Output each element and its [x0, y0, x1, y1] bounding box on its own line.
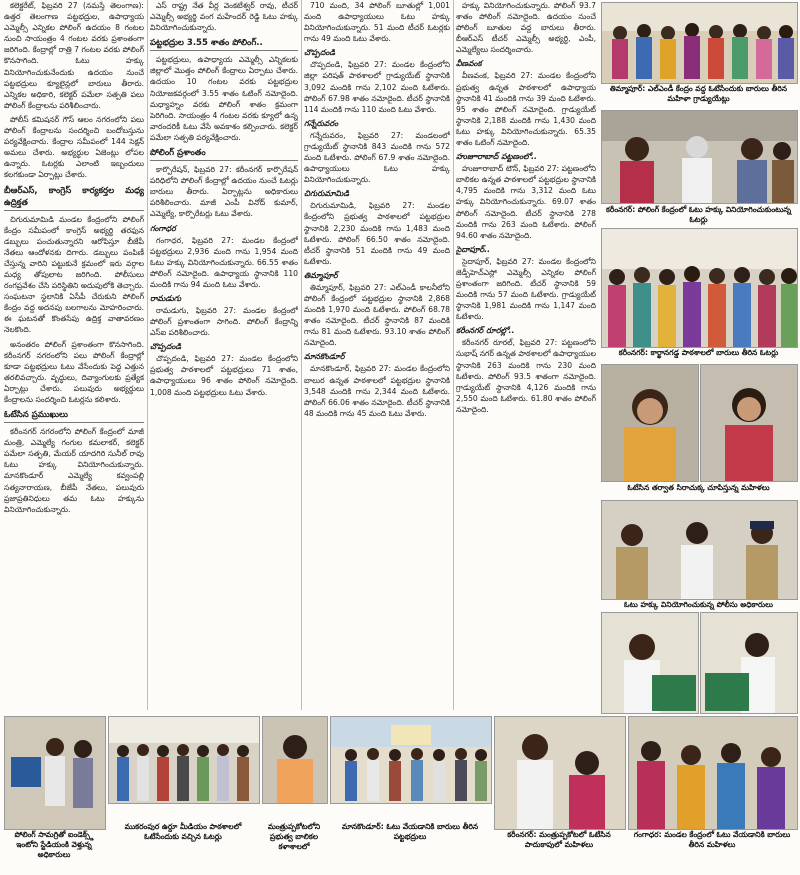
- sub-heading: గంగాధర: [150, 223, 176, 233]
- photo-police-officers-voting: [601, 500, 798, 600]
- article-column-3: [304, 0, 450, 710]
- sub-heading: మానకొండూర్: [304, 352, 345, 362]
- section-heading: పోలింగ్ ప్రశాంతం: [150, 147, 298, 161]
- article-paragraph: వీణవంక, ఫిబ్రవరి 27: మండల కేంద్రంలోని ప్రభుత్వ ఉన్నత పాఠశాలలో ఉపాధ్యాయ స్థానానికి 41 మందికి గాను 39 మంది ఓటేశారు. 95 శాతం పోలింగ్ నమోదైంది. గ్రాడ్యుయేట్ స్థానానికి 2,188 మందికి గాను 1,430 మంది ఓటు హక్కు వినియోగించుకున్నారు. 65.35 శాతం ఓటింగ్ నమోదైంది.: [456, 71, 596, 148]
- section-heading: పట్టభద్రుల 3.55 శాతం పోలింగ్..: [150, 37, 298, 51]
- photo-caption: తిమ్మాపూర్: ఎల్ఎండీ కేంద్రం వద్ద ఓటేసేందుకు బారులు తీరిన మహిళా గ్రాడ్యుయేట్లు: [609, 84, 788, 103]
- article-paragraph: కరీంనగర్ రూరల్, ఫిబ్రవరి 27: పట్టణంలోని సుభాష్ నగర్ ఉన్నత పాఠశాలలో ఉపాధ్యాయుల స్థానానికి 263 మందికి గాను 230 మంది ఓటేశారు. పోలింగ్ 93.5 శాతంగా నమోదైంది. గ్రాడ్యుయేట్ స్థానానికి 4,126 మందికి గాను 2,550 మంది ఓటేశారు. 61.80 శాతం పోలింగ్ నమోదైంది.: [456, 338, 596, 414]
- column-divider: [301, 0, 302, 710]
- article-paragraph: పోలీస్ కమిషనర్ గౌస్ ఆలం నగరంలోని పలు పోలింగ్ కేంద్రాలను సందర్శించి బందోబస్తును పర్యవేక్షించారు. కేంద్రాల సమీపంలో 144 సెక్షన్ అమలు చేశారు. అభ్యర్థుల ఏజెంట్లు లోపల ఉన్నారు. ఓటర్లకు ఎలాంటి ఇబ్బందులు కలగకుండా ఏర్పాట్లు చేశారు.: [4, 114, 144, 180]
- photo-caption: పోలింగ్ సామగ్రితో ఐండెక్స్డ్ ఇంటోని స్టేడియంకి వెళ్తున్న అధికారులు: [14, 830, 94, 859]
- sub-heading: గన్నేరువరం: [304, 118, 339, 128]
- photo-caption: కరీంనగర్: మంత్రుప్పకోటలో ఓటేసిన పాదుకాపులో మహిళలు: [507, 830, 611, 849]
- photo-ballot-box-left: [601, 612, 699, 714]
- photo-gangadhara-women: [628, 716, 798, 830]
- article-paragraph: గన్నేరువరం, ఫిబ్రవరి 27: మండలంలో గ్రాడ్యుయేట్ స్థానానికి 843 మందికి గాను 572 మంది ఓటేశారు. పోలింగ్ 67.9 శాతం నమోదైంది. ఉపాధ్యాయులు ఓటు హక్కు వినియోగించుకున్నారు.: [304, 130, 450, 185]
- article-paragraph: గంగాధర, ఫిబ్రవరి 27: మండల కేంద్రంలో పట్టభద్రులు 2,936 మంది గాను 1,954 మంది ఓటు హక్కు వినియోగించుకున్నారు. 66.55 శాతం పోలింగ్ నమోదైంది. ఉపాధ్యాయ స్థానానికి 110 మందికి గాను 94 మంది ఓటు వేశారు.: [150, 235, 298, 289]
- article-paragraph: చిగురుమామిడి, ఫిబ్రవరి 27: మండల కేంద్రంలోని ప్రభుత్వ పాఠశాలలో పట్టభద్రుల స్థానానికి 2,230 మందికి గాను 1,483 మంది ఓటేశారు. పోలింగ్ 66.50 శాతం నమోదైంది. టీచర్ స్థానానికి 51 మందికి గాను 49 మంది ఓటేశారు.: [304, 201, 450, 266]
- sub-heading: చొప్పదండి: [304, 48, 336, 58]
- sub-heading: హుజూరాబాద్ పట్టణంలో..: [456, 152, 537, 162]
- article-paragraph: 710 మంది, 34 పోలింగ్ బూతుల్లో 1,001 మంది ఉపాధ్యాయులు ఓటు హక్కు వినియోగించుకున్నారు. 51 మంది టీచర్ ఓటర్లకు గాను 49 మంది ఓటు వేశారు.: [304, 1, 450, 44]
- bottom-photo-band: [0, 714, 800, 875]
- section-heading: ఓటేసిన ప్రముఖులు: [4, 409, 144, 423]
- article-paragraph: కరీంనగర్ నగరంలోని పోలింగ్ కేంద్రంలో మాజీ మంత్రి, ఎమ్మెల్యే గంగుల కమలాకర్, కలెక్టర్ పమేలా సత్పతి, మేయర్ యాదగిరి సునీల్ రావు ఓటు హక్కు వినియోగించుకున్నారు. మానకొండూర్ ఎమ్మెల్యే కవ్వంపల్లి సత్యనారాయణ, బీజేపీ నేతలు, పలువురు ప్రజాప్రతినిధులు తమ ఓటు హక్కును వినియోగించుకున్నారు.: [4, 427, 144, 514]
- article-paragraph: అనంతరం పోలింగ్ ప్రశాంతంగా కొనసాగింది. కరీంనగర్ నగరంలోని పలు పోలింగ్ కేంద్రాల్లో కూడా పట్టభద్రులు ఓటు వేసేందుకు పెద్ద ఎత్తున తరలివచ్చారు. వృద్ధులు, దివ్యాంగులకు ప్రత్యేక ఏర్పాట్లు చేశారు. పలువురు అభ్యర్థులు కేంద్రాలను సందర్శించి ఓటర్లను కలిశారు.: [4, 339, 144, 404]
- photo-queue-karkhanagadda: [601, 228, 798, 348]
- sub-heading: చిగురుమామిడి: [304, 189, 350, 199]
- article-paragraph: ఎస్ రాష్ట్ర నేత వీర్ల వెంకటేశ్వర్ రావు, టీచర్ ఎమ్మెల్సీ అభ్యర్థి వంగ మహేందర్ రెడ్డి ఓటు హక్కు వినియోగించుకున్నారు.: [150, 1, 298, 33]
- photo-woman-ink-mark-left: [601, 364, 699, 482]
- column-divider: [453, 0, 454, 710]
- article-paragraph: సైదాపూర్, ఫిబ్రవరి 27: మండల కేంద్రంలోని జెడ్పీహెచ్ఎస్లో ఎమ్మెల్సీ ఎన్నికల పోలింగ్ ప్రశాంతంగా జరిగింది. టీచర్ స్థానానికి 59 మందికి గాను 57 మంది ఓటేశారు. గ్రాడ్యుయేట్ స్థానానికి 1,981 మందికి గాను 1,147 మంది ఓటేశారు.: [456, 256, 596, 322]
- photo-caption: ఓటేసిన తర్వాత సిరాచుక్క చూపిస్తున్న మహిళలు: [627, 483, 770, 492]
- photo-women-queue-timmapur: [601, 2, 798, 84]
- sub-heading: సైదాపూర్..: [456, 244, 491, 254]
- article-paragraph: కలెక్టరేట్, ఫిబ్రవరి 27 (నమస్తే తెలంగాణ): ఉత్తర తెలంగాణ పట్టభద్రుల, ఉపాధ్యాయ ఎమ్మెల్సీ ఎన్నికల పోలింగ్ ఉదయం 8 గంటల నుంచి సాయంత్రం 4 గంటల వరకు ప్రశాంతంగా జరిగింది. కేంద్రాల్లో రాత్రి 7 గంటల వరకు పోలింగ్ కొనసాగింది. ఓటు హక్కు వినియోగించుకునేందుకు ఉదయం నుంచే పట్టభద్రులు క్యూలైన్లలో బారులు తీరారు. ఎన్నికల అధికారి, కలెక్టర్ పమేలా సత్పతి పలు పోలింగ్ కేంద్రాలను పరిశీలించారు.: [4, 1, 144, 110]
- article-column-1: [4, 0, 144, 710]
- photo-urdu-medium-school-queue: [108, 716, 260, 804]
- article-paragraph: రామడుగు, ఫిబ్రవరి 27: మండల కేంద్రంలో పోలింగ్ ప్రశాంతంగా సాగింది. పోలింగ్ కేంద్రాన్ని ఎస్ఐ పరిశీలించారు.: [150, 305, 298, 338]
- sub-heading: చొప్పదండి: [150, 342, 182, 352]
- photo-caption: గంగాధర: మండల కేంద్రంలో ఓటు వేయడానికి బారులు తీరిన మహిళలు: [633, 830, 791, 849]
- column-divider: [147, 0, 148, 710]
- section-heading: బీఆర్ఎస్, కాంగ్రెస్ కార్యకర్తల మధ్య ఉద్రిక్తత: [4, 185, 144, 211]
- photo-caption: కరీంనగర్: కార్ఖానగడ్డ పాఠశాలలో బారులు తీరిన ఓటర్లు: [618, 348, 779, 357]
- photo-couple-showing-ink: [494, 716, 626, 830]
- photo-manakondur-queue: [330, 716, 492, 804]
- article-paragraph: చిగురుమామిడి మండల కేంద్రంలోని పోలింగ్ కేంద్రం సమీపంలో కాంగ్రెస్ అభ్యర్థి తరఫున డబ్బులు పంచుతున్నారని ఆరోపిస్తూ బీజేపీ నేతలు ఆందోళనకు దిగారు. డబ్బులు పంపిణీ చేస్తున్న వారిని పట్టుకునే క్రమంలో ఇరు వర్గాల మధ్య తోపులాట జరిగింది. పోలీసులు రంగప్రవేశం చేసి పరిస్థితిని అదుపులోకి తెచ్చారు. సంఘటనా స్థలానికి ఏసీపీ చేరుకుని పోలింగ్ కేంద్రం వద్ద అదనపు బలగాలను మోహరించారు. ఈ ఘటనతో కొంతసేపు ఉద్రిక్త వాతావరణం నెలకొంది.: [4, 214, 144, 335]
- photo-ballot-box-right: [700, 612, 798, 714]
- photo-woman-ink-mark-right: [700, 364, 798, 482]
- photo-voters-showing-ink-karimnagar: [601, 110, 798, 204]
- photo-caption: మంత్రుప్పకోటలోని ప్రభుత్వ బాలికల కళాశాలలో: [267, 822, 321, 851]
- article-column-4: [456, 0, 596, 710]
- article-paragraph: మానకొండూర్, ఫిబ్రవరి 27: మండల కేంద్రంలోని బాలుర ఉన్నత పాఠశాలలో పట్టభద్రుల స్థానానికి 3,548 మందికి గాను 2,344 మంది ఓటేశారు. పోలింగ్ 66.06 శాతం నమోదైంది. టీచర్ స్థానానికి 48 మందికి గాను 45 మంది ఓటు వేశారు.: [304, 364, 450, 418]
- article-paragraph: హక్కు వినియోగించుకున్నారు. పోలింగ్ 93.7 శాతం పోలింగ్ నమోదైంది. ఉదయం నుంచే పోలింగ్ బూతుల వద్ద బారులు తీరారు. బీఆర్ఎస్ టీచర్ ఎమ్మెల్సీ అభ్యర్థి, ఎంపీ, ఎమ్మెల్యేలు సందర్శించారు.: [456, 1, 596, 55]
- photo-caption: ఓటు హక్కు వినియోగించుకున్న పోలీసు అధికారులు: [624, 600, 773, 609]
- article-paragraph: చొప్పదండి, ఫిబ్రవరి 27: మండల కేంద్రంలోని జిల్లా పరిషత్ పాఠశాలలో గ్రాడ్యుయేట్ స్థానానికి 3,092 మందికి గాను 2,102 మంది ఓటేశారు. పోలింగ్ 67.98 శాతం నమోదైంది. టీచర్ స్థానానికి 114 మందికి గాను 110 మంది ఓటు వేశారు.: [304, 60, 450, 114]
- photo-officials-with-material: [4, 716, 106, 830]
- article-paragraph: చొప్పదండి, ఫిబ్రవరి 27: మండల కేంద్రంలోని ప్రభుత్వ పాఠశాలలో పట్టభద్రులు 71 శాతం, ఉపాధ్యాయులు 96 శాతం పోలింగ్ నమోదైంది. 1,008 మంది పట్టభద్రులు ఓటు వేశారు.: [150, 354, 298, 397]
- sub-heading: రామడుగు: [150, 293, 182, 303]
- sub-heading: తిమ్మాపూర్: [304, 270, 338, 280]
- photo-voter-ink-finger: [262, 716, 328, 804]
- sub-heading: కరీంనగర్ రూరల్లో..: [456, 326, 515, 336]
- article-paragraph: తిమ్మాపూర్, ఫిబ్రవరి 27: ఎల్ఎండీ కాలనీలోని పోలింగ్ కేంద్రంలో పట్టభద్రుల స్థానానికి 2,868 మందికి 1,970 మంది ఓటేశారు. పోలింగ్ 68.78 శాతం నమోదైంది. టీచర్ స్థానానికి 87 మందికి గాను 81 మంది ఓటేశారు. 93.10 శాతం పోలింగ్ నమోదైంది.: [304, 282, 450, 348]
- article-paragraph: హుజూరాబాద్ టౌన్, ఫిబ్రవరి 27: పట్టణంలోని బాలికల ఉన్నత పాఠశాలలో పట్టభద్రుల స్థానానికి 4,795 మందికి గాను 3,312 మంది ఓటు హక్కు వినియోగించుకున్నారు. 69.07 శాతం పోలింగ్ నమోదైంది. టీచర్ స్థానానికి 278 మందికి గాను 263 మంది ఓటేశారు. పోలింగ్ 94.60 శాతం నమోదైంది.: [456, 164, 596, 240]
- sub-heading: వీణవంక: [456, 59, 482, 69]
- article-paragraph: కార్పొరేషన్, ఫిబ్రవరి 27: కరీంనగర్ కార్పొరేషన్ పరిధిలోని పోలింగ్ కేంద్రాల్లో ఉదయం నుంచే ఓటర్లు బారులు తీరారు. ఏర్పాట్లను అధికారులు పరిశీలించారు. మాజీ ఎంపీ వినోద్ కుమార్, ఎమ్మెల్యే, కార్పొరేటర్లు ఓటు వేశారు.: [150, 165, 298, 219]
- article-column-2: [150, 0, 298, 710]
- article-paragraph: పట్టభద్రులు, ఉపాధ్యాయ ఎమ్మెల్సీ ఎన్నికలకు జిల్లాలో మొత్తం పోలింగ్ కేంద్రాలు ఏర్పాటు చేశారు. ఉదయం 10 గంటల వరకు పట్టభద్రుల నియోజకవర్గంలో 3.55 శాతం ఓటింగ్ నమోదైంది. మధ్యాహ్నం వరకు పోలింగ్ శాతం క్రమంగా పెరిగింది. సాయంత్రం 4 గంటల వరకు క్యూలో ఉన్న వారందరికీ ఓటు వేసే అవకాశం కల్పించారు. కలెక్టర్ పమేలా సత్పతి పర్యవేక్షించారు.: [150, 55, 298, 142]
- photo-caption: కరీంనగర్: పోలింగ్ కేంద్రంలో ఓటు హక్కు వినియోగించుకుంటున్న ఓటర్లు: [605, 205, 792, 224]
- photo-caption: మానకొండూర్: ఓటు వేయడానికి బారులు తీరిన పట్టభద్రులు: [341, 822, 479, 841]
- photo-caption: ముకరంపుర ఉర్దూ మీడియం పాఠశాలలో ఓటేసేందుకు వచ్చిన ఓటర్లు: [124, 822, 242, 841]
